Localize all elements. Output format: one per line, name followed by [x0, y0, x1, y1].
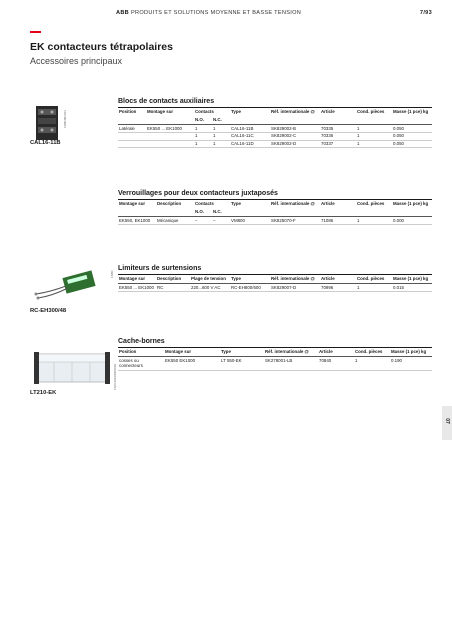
- cell: 1: [212, 140, 230, 148]
- cell: –: [212, 217, 230, 225]
- header-title: PRODUITS ET SOLUTIONS MOYENNE ET BASSE TENSION: [131, 10, 302, 16]
- cell: CAL16-11B: [230, 125, 270, 133]
- aux-contacts-title: Blocs de contacts auxiliaires: [118, 98, 432, 108]
- table-header-row: [118, 275, 432, 284]
- col-subheader: N.C.: [212, 208, 230, 217]
- cell: LT 550-EK: [220, 357, 264, 371]
- cell: SK825070-F: [270, 217, 320, 225]
- cell: 1: [354, 357, 390, 371]
- cell: CAL16-11D: [230, 140, 270, 148]
- col-header: Article: [321, 109, 335, 114]
- cell: EK550, EK1000: [118, 217, 156, 225]
- cell: 71086: [320, 217, 356, 225]
- table-row: [118, 357, 432, 371]
- aux-contact-block-image: [34, 104, 60, 142]
- col-header: Montage sur: [164, 348, 220, 357]
- col-header: Cond. pièces: [357, 109, 385, 114]
- col-header: Réf. internationale @: [271, 109, 315, 114]
- covers-table: [118, 348, 432, 371]
- cell: SK278001-LB: [264, 357, 318, 371]
- col-header: Type: [230, 275, 270, 284]
- col-subheader: N.C.: [212, 116, 230, 125]
- table-subheader-row: [118, 116, 432, 125]
- col-header: Position: [118, 348, 164, 357]
- cell: SK829002-D: [270, 140, 320, 148]
- col-header: Cond. pièces: [357, 201, 385, 206]
- table-row: [118, 217, 432, 225]
- surge-image-code: 1SBC: [110, 270, 114, 278]
- interlock-title: Verrouillages pour deux contacteurs juxtaposés: [118, 190, 432, 200]
- cell: 1: [194, 125, 212, 133]
- cell: 1: [194, 132, 212, 140]
- aux-contacts-table: [118, 108, 432, 148]
- col-subheader: N.O.: [194, 116, 212, 125]
- cell: 70335: [320, 125, 356, 133]
- surge-caption: RC-EH300/48: [30, 308, 67, 314]
- surge-table: [118, 275, 432, 292]
- cell: 220...600 V AC: [190, 284, 230, 292]
- chapter-tab-label: 07: [443, 418, 450, 424]
- table-header-row: [118, 200, 432, 208]
- cell: Latérale: [118, 125, 146, 133]
- cell: 0.050: [392, 140, 432, 148]
- col-header: Masse (1 pce) kg: [393, 109, 429, 114]
- table-row: [118, 140, 432, 148]
- col-header: Réf. internationale @: [264, 348, 318, 357]
- col-header: Montage sur: [118, 275, 156, 284]
- col-header: Masse (1 pce) kg: [390, 348, 432, 357]
- cell: [146, 140, 194, 148]
- cell: RC-EH800/600: [230, 284, 270, 292]
- table-row: [118, 284, 432, 292]
- table-row: [118, 125, 432, 133]
- col-header: Description: [157, 201, 182, 206]
- table-subheader-row: [118, 208, 432, 217]
- aux-contacts-section: [118, 98, 432, 148]
- page-title: EK contacteurs tétrapolaires: [30, 41, 173, 53]
- aux-image-code: 1SBC001013: [63, 110, 67, 128]
- cell: 1: [212, 132, 230, 140]
- chapter-tab: [442, 406, 452, 440]
- cell: Mécanique: [156, 217, 194, 225]
- cell: 1: [194, 140, 212, 148]
- cell: 0.050: [392, 132, 432, 140]
- cell: EK550 EK1000: [164, 357, 220, 371]
- cell: 0.015: [392, 284, 432, 292]
- col-header: Article: [321, 201, 335, 206]
- col-header: Type: [220, 348, 264, 357]
- col-header: Type: [231, 109, 241, 114]
- surge-section: [118, 265, 432, 292]
- col-header: Article: [320, 275, 356, 284]
- cell: [118, 140, 146, 148]
- accent-bar: [30, 31, 41, 33]
- aux-caption: CAL16-11B: [30, 140, 61, 146]
- cell: 1: [356, 217, 392, 225]
- cell: 1: [356, 140, 392, 148]
- col-header: Position: [119, 109, 137, 114]
- cell: EK550 ... EK1000: [118, 284, 156, 292]
- col-header: Montage sur: [147, 109, 174, 114]
- cell: RC: [156, 284, 190, 292]
- cell: CAL16-11C: [230, 132, 270, 140]
- cell: 1: [356, 125, 392, 133]
- cell: 70336: [320, 132, 356, 140]
- col-header: Plage de tension: [190, 275, 230, 284]
- interlock-section: [118, 190, 432, 225]
- cell: 1: [212, 125, 230, 133]
- covers-image-code: 1SFC101089F0001: [113, 363, 117, 390]
- table-row: [118, 132, 432, 140]
- covers-caption: LT210-EK: [30, 390, 57, 396]
- col-header: Cond. pièces: [356, 275, 392, 284]
- col-header: Réf. internationale @: [270, 275, 320, 284]
- page-subtitle: Accessoires principaux: [30, 56, 123, 66]
- cell: SK829002-B: [270, 125, 320, 133]
- surge-title: Limiteurs de surtensions: [118, 265, 432, 275]
- cell: EK550 ... EK1000: [146, 125, 194, 133]
- table-header-row: [118, 108, 432, 116]
- col-header: Contacts: [195, 109, 214, 114]
- col-header: Masse (1 pce) kg: [392, 275, 432, 284]
- cell: 0.050: [392, 125, 432, 133]
- page-number: 7/93: [419, 10, 432, 16]
- cell: [146, 132, 194, 140]
- col-header: Description: [156, 275, 190, 284]
- cell: 70337: [320, 140, 356, 148]
- cell: –: [194, 217, 212, 225]
- col-header: Type: [231, 201, 241, 206]
- page-header: [0, 10, 452, 22]
- cell: SK829002-C: [270, 132, 320, 140]
- col-subheader: N.O.: [194, 208, 212, 217]
- col-header: Réf. internationale @: [271, 201, 315, 206]
- cell: cosses ou connecteurs: [118, 357, 164, 371]
- surge-limiter-image: [30, 268, 102, 302]
- cell: VM800: [230, 217, 270, 225]
- terminal-cover-image: [32, 348, 112, 388]
- cell: 1: [356, 284, 392, 292]
- col-header: Montage sur: [119, 201, 146, 206]
- cell: 0.190: [390, 357, 432, 371]
- col-header: Article: [318, 348, 354, 357]
- cell: [118, 132, 146, 140]
- cell: 0.000: [392, 217, 432, 225]
- interlock-table: [118, 200, 432, 225]
- table-header-row: [118, 348, 432, 357]
- covers-title: Cache-bornes: [118, 338, 432, 348]
- covers-section: [118, 338, 432, 371]
- cell: 70996: [320, 284, 356, 292]
- cell: 1: [356, 132, 392, 140]
- brand-logo: ABB: [116, 10, 130, 16]
- cell: 70840: [318, 357, 354, 371]
- cell: SK829007-D: [270, 284, 320, 292]
- col-header: Masse (1 pce) kg: [393, 201, 429, 206]
- col-header: Cond. pièces: [354, 348, 390, 357]
- col-header: Contacts: [195, 201, 214, 206]
